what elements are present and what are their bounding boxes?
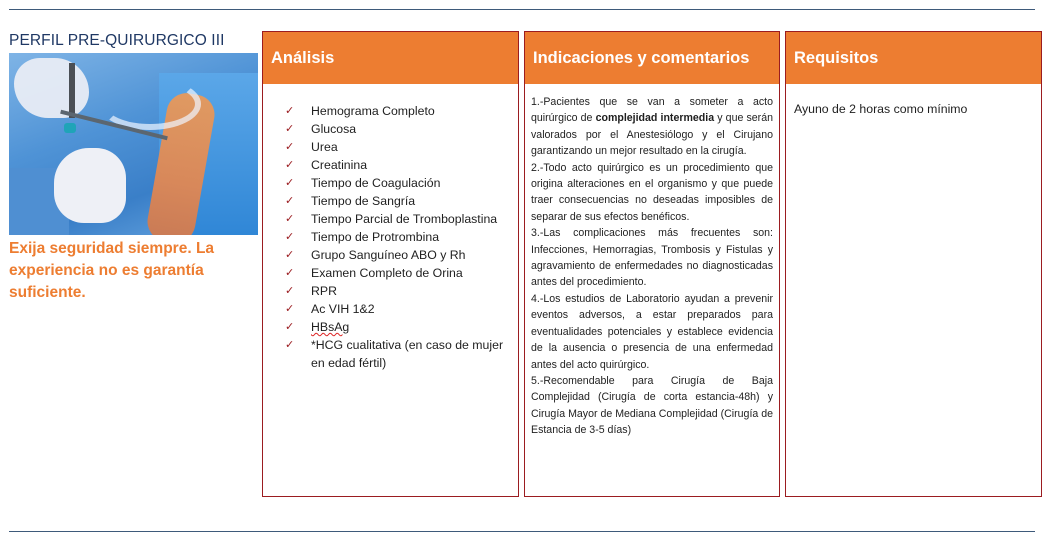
analisis-panel <box>262 31 519 497</box>
indicacion-3: 3.-Las complicaciones más frecuentes son: Infecciones, Hemorragias, Trombosis y Fistulas y agravamiento de enfermedades no diagnosticadas antes del procedimiento. <box>531 227 773 289</box>
analisis-header: Análisis <box>263 32 518 84</box>
list-item: ✓ Ac VIH 1&2 <box>285 302 375 316</box>
indicacion-1: 1.-Pacientes que se van a someter a acto quirúrgico de complejidad intermedia y que serán valorados por el Anestesiólogo y el Cirujano garantizando un mejor resultado en la cirugía. <box>531 96 773 158</box>
indicaciones-header: Indicaciones y comentarios <box>525 32 779 84</box>
check-icon: ✓ <box>285 141 295 153</box>
check-icon: ✓ <box>285 231 295 243</box>
check-icon: ✓ <box>285 339 295 351</box>
list-item: ✓ RPR <box>285 284 337 298</box>
analisis-list <box>271 92 510 372</box>
safety-slogan: Exija seguridad siempre. La experiencia no es garantía suficiente. <box>9 240 215 301</box>
check-icon: ✓ <box>285 105 295 117</box>
check-icon: ✓ <box>285 159 295 171</box>
list-item: ✓ Tiempo de Protrombina <box>285 230 440 244</box>
list-item: ✓ Examen Completo de Orina <box>285 266 463 280</box>
list-item: ✓ Creatinina <box>285 158 368 172</box>
check-icon: ✓ <box>285 213 295 225</box>
list-item: ✓ Urea <box>285 140 338 154</box>
check-icon: ✓ <box>285 123 295 135</box>
list-item: ✓ Tiempo de Sangría <box>285 194 416 208</box>
list-item: ✓ Tiempo Parcial de Tromboplastina <box>285 212 498 226</box>
indicacion-4: 4.-Los estudios de Laboratorio ayudan a prevenir eventos adversos, a estar preparados para eventualidades potenciales y establece evidencia de la ausencia o presencia de una enfermedad antes del acto quirúrgico. <box>531 292 773 371</box>
check-icon: ✓ <box>285 303 295 315</box>
check-icon: ✓ <box>285 267 295 279</box>
check-icon: ✓ <box>285 285 295 297</box>
spellcheck-underlined-text: HBsAg <box>311 320 350 334</box>
check-icon: ✓ <box>285 195 295 207</box>
check-icon: ✓ <box>285 177 295 189</box>
indicacion-2: 2.-Todo acto quirúrgico es un procedimiento que origina alteraciones en el organismo y que puede traer consecuencias no deseadas imposibles de separar de sus efectos benéficos. <box>531 161 773 223</box>
check-icon: ✓ <box>285 249 295 261</box>
indicaciones-panel <box>524 31 780 497</box>
list-item: ✓ Tiempo de Coagulación <box>285 176 441 190</box>
bottom-divider <box>9 531 1035 532</box>
indicacion-5: 5.-Recomendable para Cirugía de Baja Complejidad (Cirugía de corta estancia-48h) y Cirugía Mayor de Mediana Complejidad (Cirugía de Estancia de 3-5 días) <box>531 374 774 437</box>
check-icon: ✓ <box>285 321 295 333</box>
list-item: ✓ Hemograma Completo <box>285 104 435 118</box>
page-title: PERFIL PRE-QUIRURGICO III <box>9 32 225 49</box>
list-item: ✓ *HCG cualitativa (en caso de mujer en edad fértil) <box>285 338 504 370</box>
surgery-photo <box>9 53 258 235</box>
top-divider <box>9 9 1035 10</box>
requisitos-panel <box>785 31 1042 497</box>
list-item: ✓ Grupo Sanguíneo ABO y Rh <box>285 248 466 262</box>
requisito-text: Ayuno de 2 horas como mínimo <box>794 102 968 116</box>
requisitos-header: Requisitos <box>786 32 1041 84</box>
list-item: ✓ Glucosa <box>285 122 357 136</box>
emphasis-text: complejidad intermedia <box>595 112 715 125</box>
list-item <box>285 318 510 336</box>
